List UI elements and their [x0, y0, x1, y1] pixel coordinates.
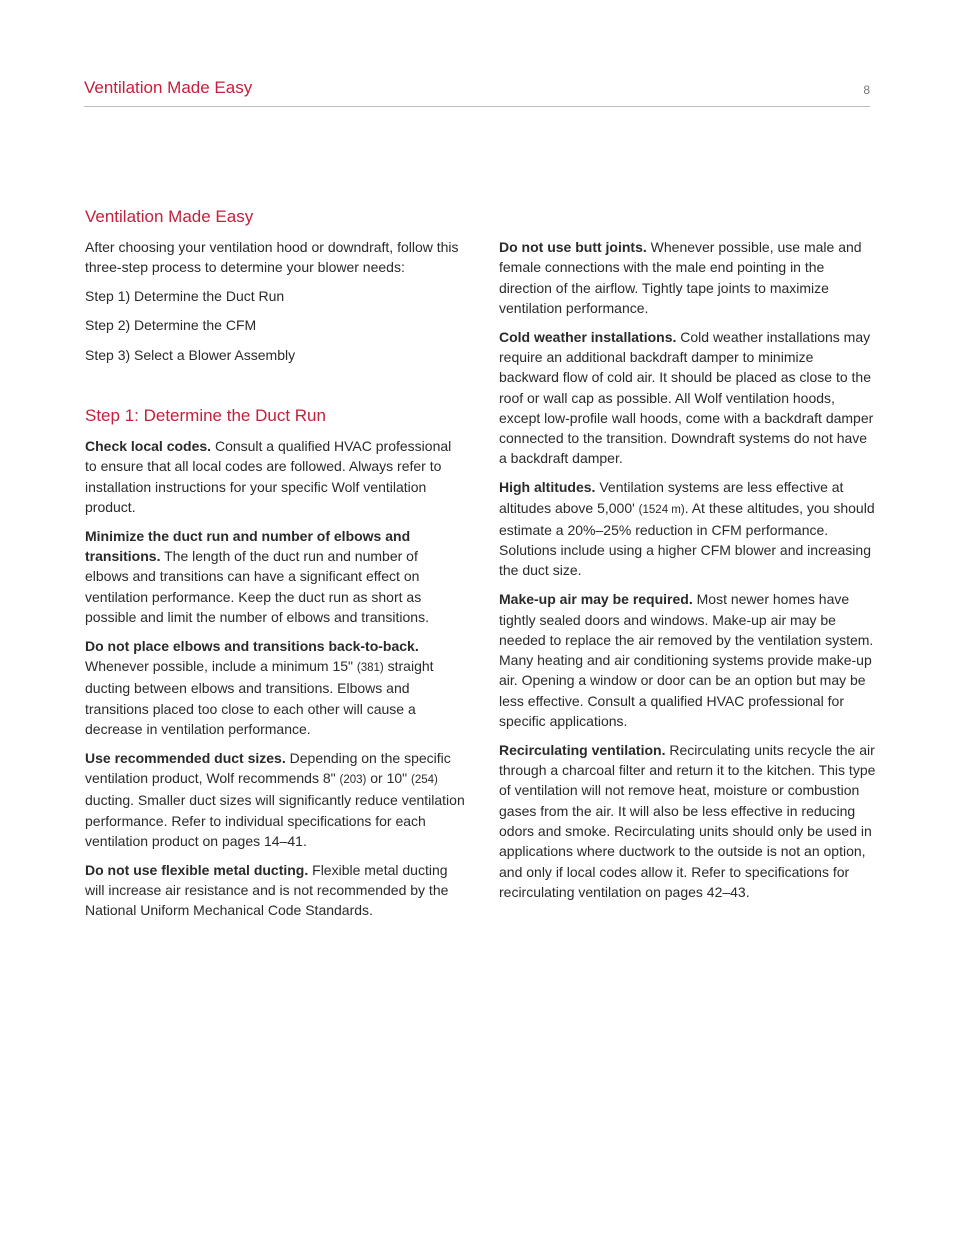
paragraph-high-altitudes: High altitudes. Ventilation systems are less effective at altitudes above 5,000' (1524 m). At these altitudes, you should estimate a 20%–25% reduction in CFM performance. Solutions include using a higher CFM blower and increasing the duct size.: [499, 479, 875, 579]
paragraph-make-up-air: Make-up air may be required. Most newer homes have tightly sealed doors and windows. Make-up air may be needed to replace the air removed by the ventilation system. Many heating and air conditioning systems provide make-up air. Opening a window or door can be an option but may be less effective. Consult a qualified HVAC professional for specific applications.: [499, 591, 874, 730]
page-header: [84, 78, 870, 107]
paragraph-elbows: Do not place elbows and transitions back-to-back. Whenever possible, include a minimum 15" (381) straight ducting between elbows and transitions. Elbows and transitions placed too close to each other will cause a decrease in ventilation performance.: [85, 637, 434, 737]
left-column: [85, 206, 465, 929]
section-heading-step1: Step 1: Determine the Duct Run: [85, 405, 326, 425]
step-2: Step 2) Determine the CFM: [85, 317, 257, 334]
paragraph-minimize-duct: Minimize the duct run and number of elbows and transitions. The length of the duct run and number of elbows and transitions can have a significant effect on ventilation performance. Keep the duct run as short as possible and limit the number of elbows and transitions.: [85, 527, 429, 625]
paragraph-butt-joints: Do not use butt joints. Whenever possible, use male and female connections with the male end pointing in the direction of the airflow. Tightly tape joints to maximize ventilation performance.: [499, 239, 862, 316]
intro-paragraph: After choosing your ventilation hood or downdraft, follow this three-step process to determine your blower needs:: [85, 239, 459, 276]
paragraph-recirculating: Recirculating ventilation. Recirculating units recycle the air through a charcoal filter and return it to the kitchen. This type of ventilation will not remove heat, moisture or combustion gases from the air. It will also be less effective in reducing odors and smoke. Recirculating units should only be used in applications where ductwork to the outside is not an option, and only if local codes allow it. Refer to specifications for recirculating ventilation on pages 42–43.: [499, 741, 876, 900]
paragraph-flexible-ducting: Do not use flexible metal ducting. Flexible metal ducting will increase air resistance and is not recommended by the National Uniform Mechanical Code Standards.: [85, 861, 449, 919]
paragraph-cold-weather: Cold weather installations. Cold weather installations may require an additional backdraft damper to minimize backward flow of cold air. It should be placed as close to the roof or wall cap as possible. All Wolf ventilation hoods, except low-profile wall hoods, come with a backdraft damper connected to the transition. Downdraft systems do not have a backdraft damper.: [499, 328, 874, 467]
paragraph-duct-sizes: Use recommended duct sizes. Depending on the specific ventilation product, Wolf recommends 8" (203) or 10" (254) ducting. Smaller duct sizes will significantly reduce ventilation performance. Refer to individual specifications for each ventilation product on pages 14–41.: [85, 749, 465, 849]
paragraph-check-codes: Check local codes. Consult a qualified HVAC professional to ensure that all local codes are followed. Always refer to installation instructions for your specific Wolf ventilation product.: [85, 437, 452, 515]
step-3: Step 3) Select a Blower Assembly: [85, 346, 296, 363]
step-1: Step 1) Determine the Duct Run: [85, 288, 285, 305]
right-column: [499, 237, 877, 911]
page-number: 8: [863, 83, 870, 97]
section-heading-ventilation: Ventilation Made Easy: [85, 207, 254, 226]
header-title: Ventilation Made Easy: [84, 78, 253, 97]
